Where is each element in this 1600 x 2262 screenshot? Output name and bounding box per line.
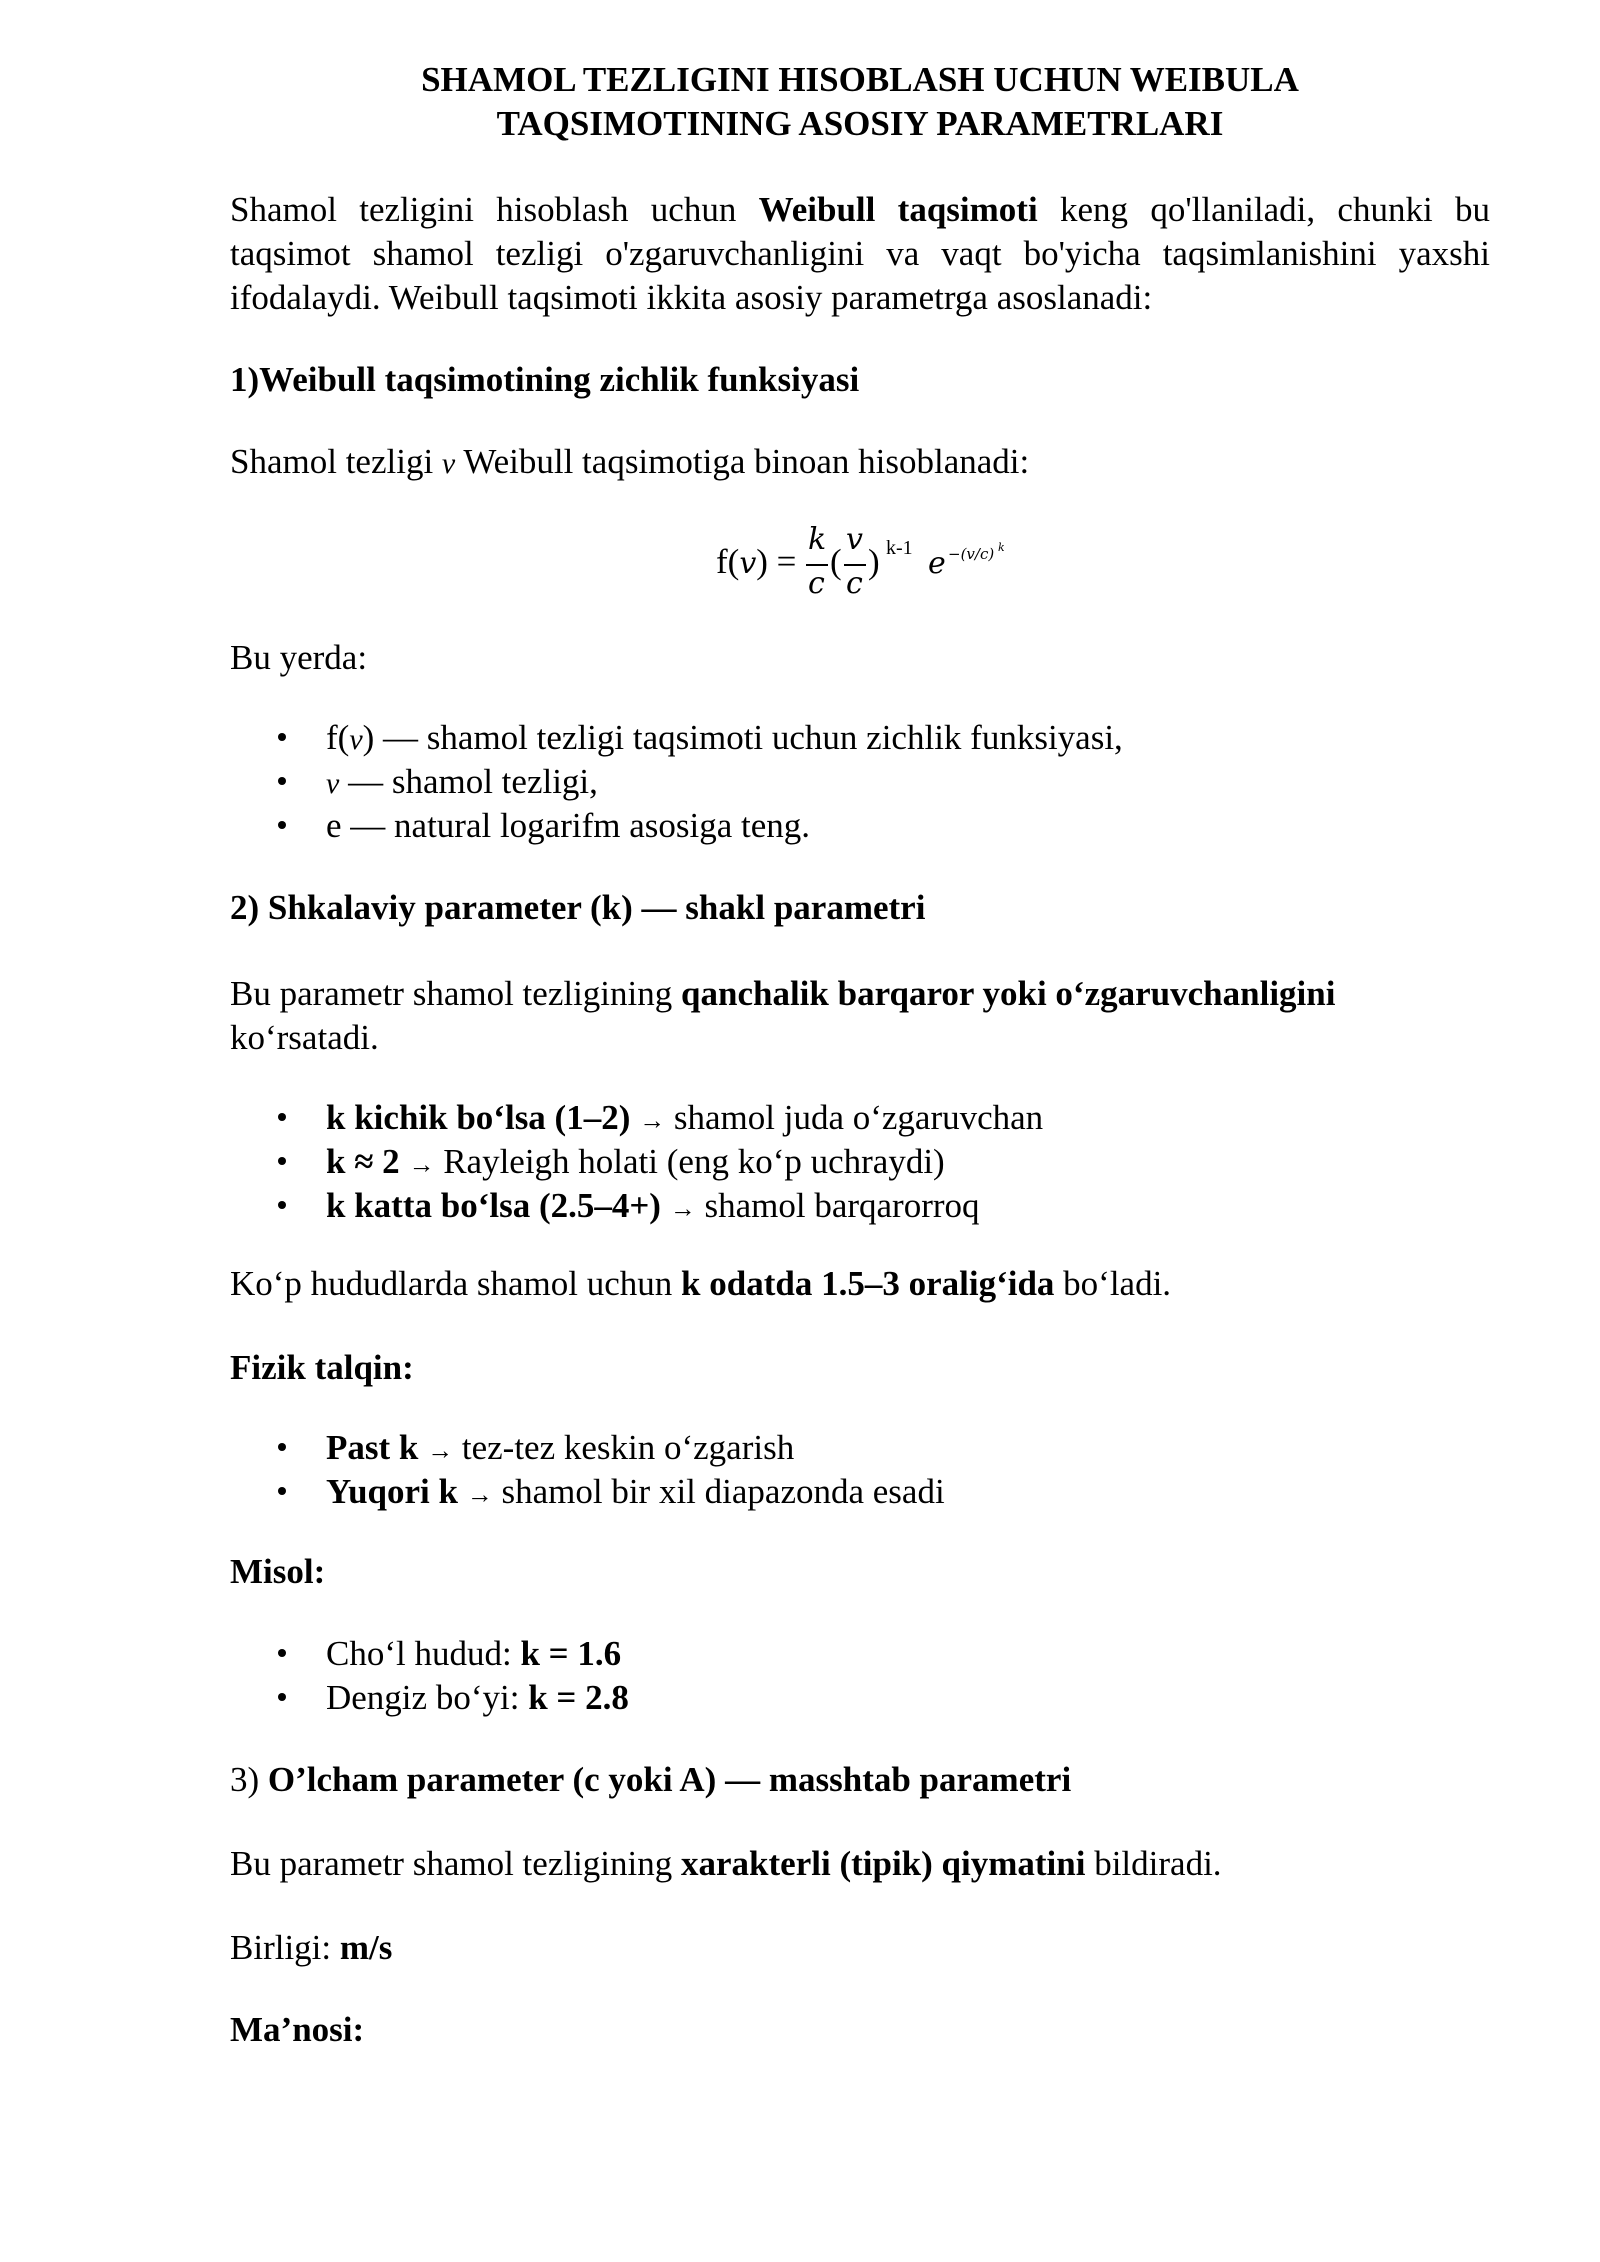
bullet-icon xyxy=(278,1157,286,1165)
item-rest: tez-tez keskin o‘zgarish xyxy=(453,1428,795,1467)
section3-bold: xarakterli (tipik) qiymatini xyxy=(681,1844,1086,1883)
item-rest: shamol barqarorroq xyxy=(695,1186,980,1225)
k-range-note xyxy=(230,1262,1490,1306)
section3-number: 3) xyxy=(230,1760,268,1799)
section1-heading: 1)Weibull taqsimotining zichlik funksiyasi xyxy=(230,360,860,399)
list-item xyxy=(270,1676,1470,1720)
list-item xyxy=(270,804,1470,848)
arrow-right-icon: → xyxy=(427,1436,454,1465)
unit-label: Birligi: xyxy=(230,1928,340,1967)
unit-value: m/s xyxy=(339,1928,393,1967)
fizik-heading: Fizik talqin: xyxy=(230,1348,414,1387)
note-bold: k odatda 1.5–3 oralig‘ida xyxy=(681,1264,1055,1303)
item-text-a: e — natural logarifm asosiga teng. xyxy=(326,806,811,845)
section3-paragraph xyxy=(230,1842,1490,1886)
section2-heading: 2) Shkalaviy parameter (k) — shakl parametri xyxy=(230,888,926,927)
formula-paren-open: ( xyxy=(830,542,842,581)
intro-paragraph xyxy=(230,188,1490,320)
list-item xyxy=(270,1140,1470,1184)
section1-text xyxy=(230,440,1490,486)
formula-paren-close: ) xyxy=(868,542,880,581)
weibull-formula xyxy=(716,522,1036,606)
section2-text-a: Bu parametr shamol tezligining xyxy=(230,974,682,1013)
list-item xyxy=(270,1470,1470,1514)
unit-line xyxy=(230,1926,1490,1970)
item-bold: k katta bo‘lsa (2.5–4+) xyxy=(326,1186,661,1225)
formula-base-e: e xyxy=(928,546,946,581)
arrow-right-icon: → xyxy=(408,1150,435,1179)
item-bold: Past k xyxy=(326,1428,419,1467)
where-label: Bu yerda: xyxy=(230,638,368,677)
item-text: Dengiz bo‘yi: xyxy=(326,1678,529,1717)
bullet-icon xyxy=(278,1113,286,1121)
bullet-icon xyxy=(278,821,286,829)
k-values-list xyxy=(270,1096,1470,1228)
formula-lhs-v: v xyxy=(739,546,757,581)
formula-exponent: −(v/c) xyxy=(948,545,995,563)
misol-heading: Misol: xyxy=(230,1552,326,1591)
intro-bold-term: Weibull taqsimoti xyxy=(758,190,1038,229)
item-text-b: — shamol tezligi, xyxy=(339,762,598,801)
list-item xyxy=(270,1096,1470,1140)
formula-exponent-k: k xyxy=(998,541,1005,554)
title-line-2: TAQSIMOTINING ASOSIY PARAMETRLARI xyxy=(496,104,1224,143)
fizik-list xyxy=(270,1426,1470,1514)
formula-num-v: v xyxy=(846,522,863,557)
item-text: Cho‘l hudud: xyxy=(326,1634,521,1673)
list-item xyxy=(270,1184,1470,1228)
item-rest: shamol juda o‘zgaruvchan xyxy=(665,1098,1044,1137)
formula-num-k: k xyxy=(808,522,827,557)
bullet-icon xyxy=(278,1201,286,1209)
formula-lhs xyxy=(716,540,796,586)
item-v: v xyxy=(326,767,340,800)
bullet-icon xyxy=(278,1443,286,1451)
section1-text-a: Shamol tezligi xyxy=(230,442,442,481)
list-item xyxy=(270,760,1470,804)
intro-text-a: Shamol tezligini hisoblash uchun xyxy=(230,190,759,229)
list-item xyxy=(270,1426,1470,1470)
section2-bold: qanchalik barqaror yoki o‘zgaruvchanligini xyxy=(681,974,1336,1013)
note-text-c: bo‘ladi. xyxy=(1054,1264,1172,1303)
definitions-list xyxy=(270,716,1470,848)
misol-list xyxy=(270,1632,1470,1720)
item-bold: k ≈ 2 xyxy=(326,1142,400,1181)
section3-heading xyxy=(230,1758,1490,1802)
bullet-icon xyxy=(278,733,286,741)
title-line-1: SHAMOL TEZLIGINI HISOBLASH UCHUN WEIBULA xyxy=(421,60,1299,99)
note-text-a: Ko‘p hududlarda shamol uchun xyxy=(230,1264,682,1303)
item-v: v xyxy=(349,723,363,756)
arrow-right-icon: → xyxy=(669,1194,696,1223)
item-rest: shamol bir xil diapazonda esadi xyxy=(492,1472,945,1511)
list-item xyxy=(270,1632,1470,1676)
formula-exponent-k-1: k-1 xyxy=(886,537,913,559)
formula-den-c1: c xyxy=(808,566,825,601)
section2-paragraph xyxy=(230,972,1490,1060)
intro-text-c: keng qo'llaniladi, chunki bu taqsimot shamol tezligi o'zgaruvchanligini va vaqt bo'yicha taqsimlanishini yaxshi ifodalaydi. Weibull taqsimoti ikkita asosiy parametrga asoslanadi: xyxy=(230,190,1490,317)
formula-den-c2: c xyxy=(846,566,863,601)
item-text-b: ) — shamol tezligi taqsimoti uchun zichlik funksiyasi, xyxy=(362,718,1123,757)
bullet-icon xyxy=(278,777,286,785)
formula-lhs-end: ) = xyxy=(756,542,797,581)
section1-text-b: Weibull taqsimotiga binoan hisoblanadi: xyxy=(455,442,1030,481)
bullet-icon xyxy=(278,1693,286,1701)
section3-title: O’lcham parameter (c yoki A) — masshtab parametri xyxy=(267,1760,1072,1799)
item-rest: Rayleigh holati (eng ko‘p uchraydi) xyxy=(434,1142,945,1181)
item-bold: k = 2.8 xyxy=(528,1678,629,1717)
item-bold: Yuqori k xyxy=(326,1472,458,1511)
section3-text-a: Bu parametr shamol tezligining xyxy=(230,1844,682,1883)
document-title xyxy=(230,58,1490,146)
item-bold: k = 1.6 xyxy=(520,1634,622,1673)
manosi-heading: Ma’nosi: xyxy=(230,2010,365,2049)
item-text-a: f( xyxy=(326,718,350,757)
arrow-right-icon: → xyxy=(639,1106,666,1135)
formula-f: f( xyxy=(716,542,740,581)
arrow-right-icon: → xyxy=(466,1480,493,1509)
section3-text-c: bildiradi. xyxy=(1085,1844,1222,1883)
bullet-icon xyxy=(278,1487,286,1495)
velocity-symbol: v xyxy=(441,447,456,480)
section2-text-c: ko‘rsatadi. xyxy=(230,1018,379,1057)
item-bold: k kichik bo‘lsa (1–2) xyxy=(326,1098,631,1137)
bullet-icon xyxy=(278,1649,286,1657)
list-item xyxy=(270,716,1470,760)
